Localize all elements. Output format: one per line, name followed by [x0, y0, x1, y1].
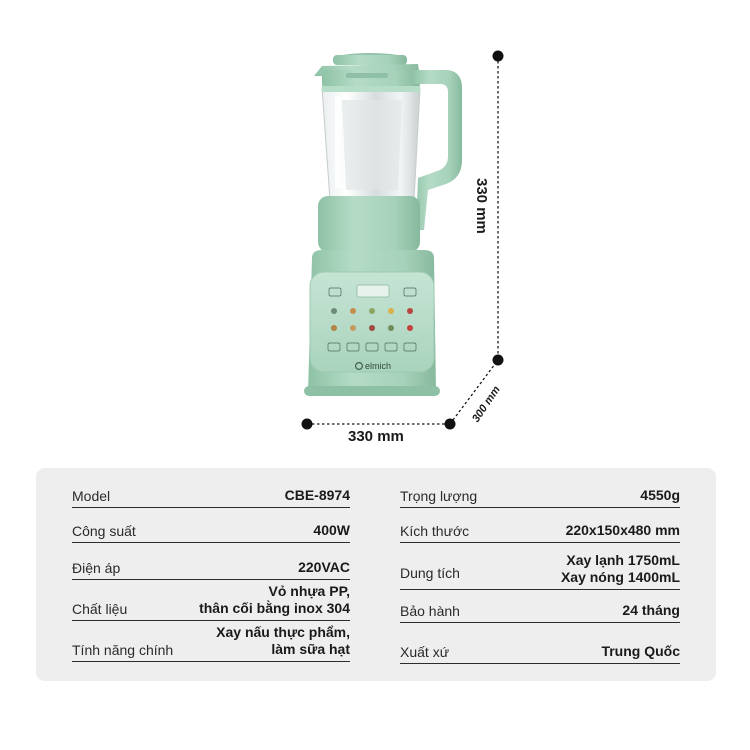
program-icon	[350, 325, 356, 331]
dimension-end-dot	[493, 51, 504, 62]
spec-label: Trọng lượng	[400, 488, 478, 504]
spec-panel	[36, 468, 716, 681]
spec-value: Vỏ nhựa PP, thân cối bằng inox 304	[199, 583, 350, 616]
height-dimension-label: 330 mm	[473, 178, 490, 234]
spec-row-size	[400, 515, 680, 543]
spec-value: Xay nấu thực phẩm, làm sữa hạt	[216, 624, 350, 657]
program-icon	[388, 325, 394, 331]
spec-row-voltage	[72, 550, 350, 580]
spec-label: Dung tích	[400, 565, 460, 581]
program-icon	[407, 308, 413, 314]
spec-label: Xuất xứ	[400, 644, 450, 660]
program-icon	[407, 325, 413, 331]
brand-logo-text: elmich	[365, 361, 392, 371]
program-icon	[369, 308, 375, 314]
spec-value: 24 tháng	[622, 602, 680, 618]
program-icon	[331, 308, 337, 314]
spec-value: 220VAC	[298, 559, 350, 575]
spec-value: Trung Quốc	[601, 643, 680, 659]
spec-label: Bảo hành	[400, 603, 460, 619]
spec-label: Điện áp	[72, 560, 121, 576]
spec-row-warranty	[400, 593, 680, 623]
program-icon	[369, 325, 375, 331]
spec-column-right	[400, 480, 680, 664]
spec-row-model	[72, 480, 350, 508]
spec-label: Công suất	[72, 523, 136, 539]
dimension-end-dot	[302, 419, 313, 430]
depth-dimension-label: 300 mm	[470, 384, 503, 425]
spec-row-weight	[400, 480, 680, 508]
display-screen	[357, 285, 389, 297]
spec-value: 4550g	[640, 487, 680, 503]
blender-jar	[322, 86, 420, 200]
jar-base	[318, 196, 420, 252]
motor-base	[304, 250, 440, 396]
program-icon	[388, 308, 394, 314]
spec-row-material	[72, 585, 350, 621]
spec-value: Xay lạnh 1750mL Xay nóng 1400mL	[560, 552, 680, 585]
spec-value: CBE-8974	[284, 487, 350, 503]
spec-label: Tính năng chính	[72, 642, 174, 658]
width-dimension-label: 330 mm	[348, 428, 404, 445]
program-icon	[331, 325, 337, 331]
blender-lid	[314, 53, 420, 88]
spec-row-capacity	[400, 550, 680, 590]
spec-label: Model	[72, 488, 111, 504]
spec-row-power	[72, 515, 350, 543]
spec-row-origin	[400, 631, 680, 664]
spec-value: 400W	[313, 522, 350, 538]
spec-row-features	[72, 626, 350, 662]
spec-label: Kích thước	[400, 523, 470, 539]
spec-value: 220x150x480 mm	[565, 522, 680, 538]
spec-column-left	[72, 480, 350, 662]
program-icon	[350, 308, 356, 314]
spec-label: Chất liệu	[72, 601, 128, 617]
